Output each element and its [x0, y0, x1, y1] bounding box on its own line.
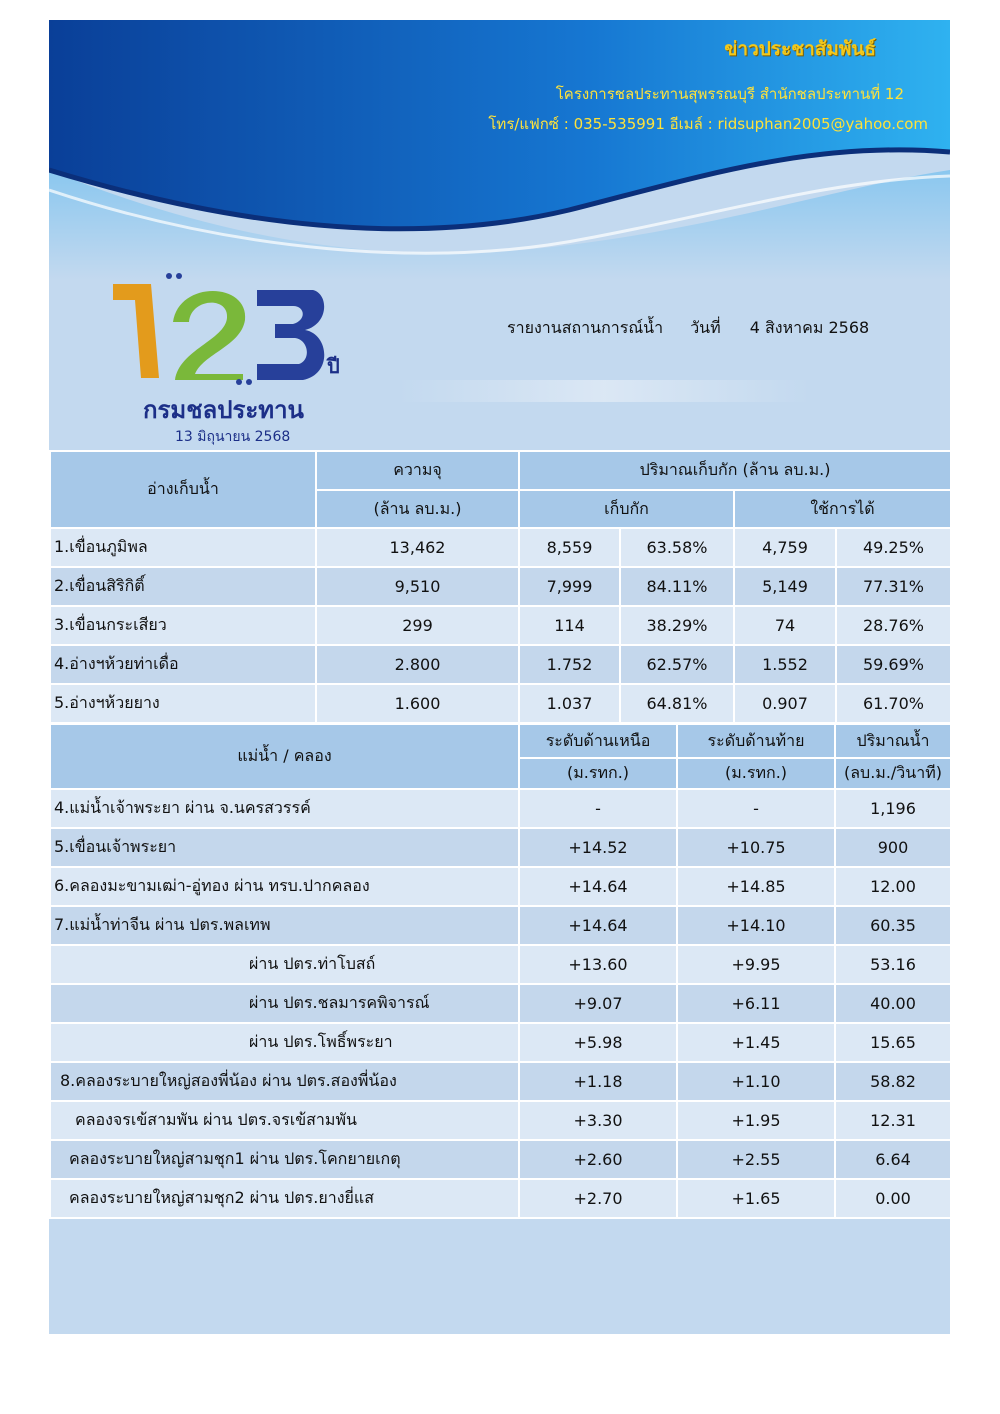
stored-value: 114	[519, 606, 620, 645]
usable-percent: 77.31%	[836, 567, 951, 606]
upstream-level: +14.52	[519, 828, 677, 867]
table-row	[50, 645, 951, 684]
table-row	[50, 828, 951, 867]
stored-value: 1.037	[519, 684, 620, 723]
flow-value: 15.65	[835, 1023, 951, 1062]
downstream-level: -	[677, 789, 835, 828]
downstream-level: +10.75	[677, 828, 835, 867]
usable-percent: 28.76%	[836, 606, 951, 645]
col-river: แม่น้ำ / คลอง	[50, 724, 519, 789]
table-row	[50, 1101, 951, 1140]
flow-value: 6.64	[835, 1140, 951, 1179]
downstream-level: +2.55	[677, 1140, 835, 1179]
col-downstream-unit: (ม.รทก.)	[677, 758, 835, 789]
logo-date: 13 มิถุนายน 2568	[175, 429, 291, 445]
downstream-level: +1.45	[677, 1023, 835, 1062]
flow-value: 900	[835, 828, 951, 867]
river-name: คลองระบายใหญ่สามชุก2 ผ่าน ปตร.ยางยี่แส	[50, 1179, 519, 1218]
col-flow-unit: (ลบ.ม./วินาที)	[835, 758, 951, 789]
river-table	[49, 723, 952, 1219]
downstream-level: +9.95	[677, 945, 835, 984]
usable-value: 1.552	[734, 645, 836, 684]
flow-value: 12.31	[835, 1101, 951, 1140]
river-name: 4.แม่น้ำเจ้าพระยา ผ่าน จ.นครสวรรค์	[50, 789, 519, 828]
downstream-level: +14.85	[677, 867, 835, 906]
col-reservoir: อ่างเก็บน้ำ	[50, 451, 316, 528]
table-row	[50, 1140, 951, 1179]
downstream-level: +14.10	[677, 906, 835, 945]
report-heading	[507, 316, 869, 341]
usable-percent: 59.69%	[836, 645, 951, 684]
table-row	[50, 1179, 951, 1218]
col-capacity-unit: (ล้าน ลบ.ม.)	[316, 490, 519, 528]
table-row	[50, 528, 951, 567]
table-row	[50, 684, 951, 723]
river-name: 6.คลองมะขามเฒ่า-อู่ทอง ผ่าน ทรบ.ปากคลอง	[50, 867, 519, 906]
stored-percent: 84.11%	[620, 567, 734, 606]
upstream-level: +5.98	[519, 1023, 677, 1062]
downstream-level: +6.11	[677, 984, 835, 1023]
logo-year-suffix: ปี	[327, 354, 340, 378]
stored-percent: 63.58%	[620, 528, 734, 567]
table-row	[50, 984, 951, 1023]
river-name: 7.แม่น้ำท่าจีน ผ่าน ปตร.พลเทพ	[50, 906, 519, 945]
stored-value: 8,559	[519, 528, 620, 567]
upstream-level: +14.64	[519, 906, 677, 945]
stored-percent: 64.81%	[620, 684, 734, 723]
flow-value: 58.82	[835, 1062, 951, 1101]
logo-org-name: กรมชลประทาน	[143, 396, 304, 424]
col-stored: เก็บกัก	[519, 490, 734, 528]
stored-value: 1.752	[519, 645, 620, 684]
downstream-level: +1.65	[677, 1179, 835, 1218]
decorative-glow	[399, 380, 809, 402]
table-row	[50, 945, 951, 984]
table-row	[50, 789, 951, 828]
reservoir-name: 1.เขื่อนภูมิพล	[50, 528, 316, 567]
capacity-value: 299	[316, 606, 519, 645]
capacity-value: 13,462	[316, 528, 519, 567]
table-row	[50, 1062, 951, 1101]
capacity-value: 1.600	[316, 684, 519, 723]
upstream-level: +14.64	[519, 867, 677, 906]
col-capacity: ความจุ	[316, 451, 519, 490]
river-name: ผ่าน ปตร.ชลมารคพิจารณ์	[50, 984, 519, 1023]
usable-value: 4,759	[734, 528, 836, 567]
upstream-level: +9.07	[519, 984, 677, 1023]
banner-office-name: โครงการชลประทานสุพรรณบุรี สำนักชลประทานที่ 12	[555, 85, 904, 103]
banner-contact: โทร/แฟกซ์ : 035-535991 อีเมล์ : ridsuphan2005@yahoo.com	[488, 115, 928, 133]
usable-percent: 61.70%	[836, 684, 951, 723]
table-row	[50, 867, 951, 906]
report-sheet	[49, 20, 950, 1334]
reservoir-name: 4.อ่างฯห้วยท่าเดื่อ	[50, 645, 316, 684]
capacity-value: 2.800	[316, 645, 519, 684]
table-row	[50, 1023, 951, 1062]
upstream-level: +3.30	[519, 1101, 677, 1140]
stored-percent: 62.57%	[620, 645, 734, 684]
river-name: ผ่าน ปตร.โพธิ์พระยา	[50, 1023, 519, 1062]
usable-value: 5,149	[734, 567, 836, 606]
upstream-level: -	[519, 789, 677, 828]
reservoir-name: 2.เขื่อนสิริกิติ์	[50, 567, 316, 606]
usable-value: 74	[734, 606, 836, 645]
upstream-level: +13.60	[519, 945, 677, 984]
flow-value: 0.00	[835, 1179, 951, 1218]
col-flow: ปริมาณน้ำ	[835, 724, 951, 758]
table-row	[50, 906, 951, 945]
reservoir-name: 5.อ่างฯห้วยยาง	[50, 684, 316, 723]
downstream-level: +1.95	[677, 1101, 835, 1140]
col-usable: ใช้การได้	[734, 490, 951, 528]
river-name: 8.คลองระบายใหญ่สองพี่น้อง ผ่าน ปตร.สองพี่น้อง	[50, 1062, 519, 1101]
river-name: คลองจรเข้สามพัน ผ่าน ปตร.จรเข้สามพัน	[50, 1101, 519, 1140]
col-upstream: ระดับด้านเหนือ	[519, 724, 677, 758]
usable-value: 0.907	[734, 684, 836, 723]
table-row	[50, 606, 951, 645]
upstream-level: +2.60	[519, 1140, 677, 1179]
downstream-level: +1.10	[677, 1062, 835, 1101]
reservoir-name: 3.เขื่อนกระเสียว	[50, 606, 316, 645]
upstream-level: +1.18	[519, 1062, 677, 1101]
banner-title: ข่าวประชาสัมพันธ์	[724, 38, 876, 60]
stored-value: 7,999	[519, 567, 620, 606]
usable-percent: 49.25%	[836, 528, 951, 567]
col-storage: ปริมาณเก็บกัก (ล้าน ลบ.ม.)	[519, 451, 951, 490]
capacity-value: 9,510	[316, 567, 519, 606]
flow-value: 60.35	[835, 906, 951, 945]
header-banner	[49, 20, 950, 280]
col-downstream: ระดับด้านท้าย	[677, 724, 835, 758]
col-upstream-unit: (ม.รทก.)	[519, 758, 677, 789]
reservoir-table	[49, 450, 952, 724]
flow-value: 12.00	[835, 867, 951, 906]
report-date: 4 สิงหาคม 2568	[749, 318, 870, 337]
table-row	[50, 567, 951, 606]
upstream-level: +2.70	[519, 1179, 677, 1218]
flow-value: 1,196	[835, 789, 951, 828]
report-day-label: วันที่	[690, 318, 721, 337]
river-name: ผ่าน ปตร.ท่าโบสถ์	[50, 945, 519, 984]
report-title: รายงานสถานการณ์น้ำ	[507, 318, 664, 337]
river-name: 5.เขื่อนเจ้าพระยา	[50, 828, 519, 867]
stored-percent: 38.29%	[620, 606, 734, 645]
river-name: คลองระบายใหญ่สามชุก1 ผ่าน ปตร.โคกยายเกตุ	[50, 1140, 519, 1179]
flow-value: 53.16	[835, 945, 951, 984]
flow-value: 40.00	[835, 984, 951, 1023]
anniversary-logo	[107, 270, 357, 450]
logo-number-graphic	[107, 270, 327, 390]
